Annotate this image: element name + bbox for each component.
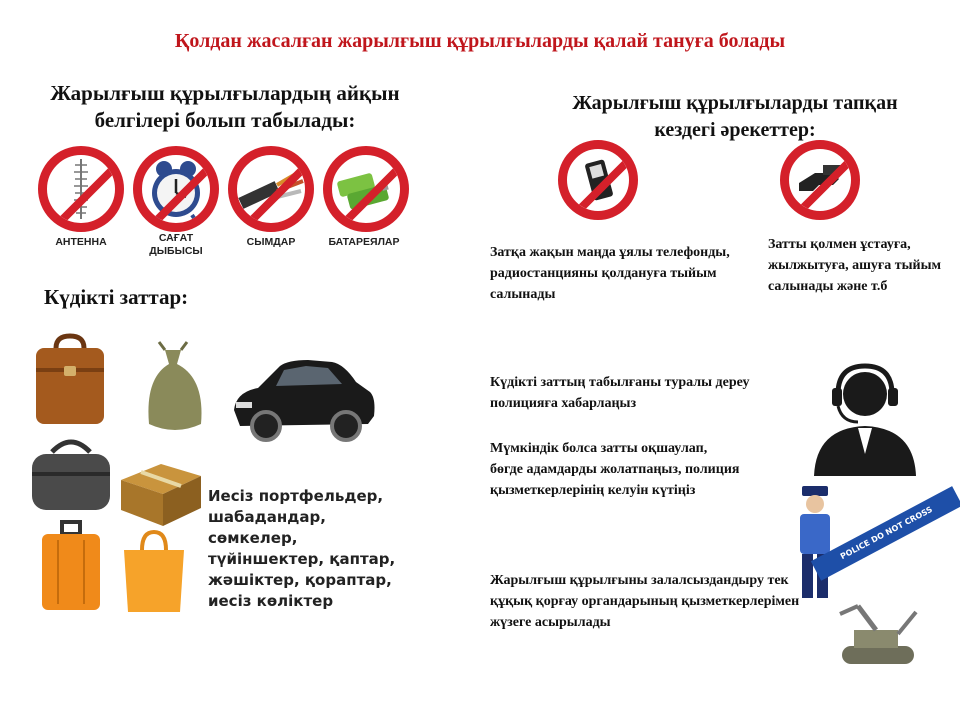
clock-icon xyxy=(142,155,210,223)
action-neutralize: Жарылғыш құрылғыны залалсыздандыру тек құқық қорғау органдарының қызметкерлерімен жүзеге асырылады xyxy=(490,573,800,630)
action-isolate: Мүмкіндік болса затты оқшаулап, бөгде адамдарды жолатпаңыз, полиция қызметкерлерінің келуін күтіңіз xyxy=(490,441,740,498)
antenna-sign xyxy=(38,146,124,232)
briefcase-icon xyxy=(30,330,110,430)
police-tape-text: POLICE DO NOT CROSS xyxy=(838,504,934,562)
action-report-police: Күдікті заттың табылғаны туралы дереу полицияға хабарлаңыз xyxy=(490,375,750,411)
wires-sign xyxy=(228,146,314,232)
actions-heading: Жарылғыш құрылғыларды тапқан кездегі әрекеттер: xyxy=(572,92,898,141)
clock-sign xyxy=(133,146,219,232)
sign-label-clock: САҒАТ ДЫБЫСЫ xyxy=(149,232,203,257)
no-touch-sign xyxy=(780,140,860,220)
shopping-bag-icon xyxy=(116,526,192,616)
hand-icon xyxy=(789,149,851,211)
suitcase-icon xyxy=(36,520,106,616)
suspicious-items-text: Иесіз портфельдер, шабадандар, сөмкелер, түйіншектер, қаптар, жәшіктер, қораптар, иесіз көліктер xyxy=(208,487,396,610)
sign-label-wires: СЫМДАР xyxy=(246,236,296,248)
mobile-phone-icon xyxy=(567,149,629,211)
battery-sign xyxy=(323,146,409,232)
duffel-bag-icon xyxy=(28,432,114,516)
no-phone-sign xyxy=(558,140,638,220)
operator-headset-icon xyxy=(808,356,922,476)
sack-icon xyxy=(135,338,215,438)
sign-label-antenna: АНТЕННА xyxy=(55,236,107,248)
page-title: Қолдан жасалған жарылғыш құрылғыларды қалай тануға болады xyxy=(174,30,786,52)
police-officer-icon xyxy=(790,482,840,602)
robot-icon xyxy=(832,594,928,670)
action-no-touch: Затты қолмен ұстауға, жылжытуға, ашуға тыйым салынады және т.б xyxy=(768,237,942,294)
action-no-phone: Затқа жақын маңда ұялы телефонды, радиостанцияны қолдануға тыйым салынады xyxy=(490,245,730,302)
box-icon xyxy=(115,458,205,528)
suspicious-heading: Күдікті заттар: xyxy=(44,285,189,309)
car-icon xyxy=(228,346,378,450)
antenna-icon xyxy=(47,155,115,223)
sign-label-battery: БАТАРЕЯЛАР xyxy=(328,236,400,248)
battery-icon xyxy=(332,155,400,223)
signs-heading: Жарылғыш құрылғылардың айқын белгілері болып табылады: xyxy=(50,81,400,132)
wires-icon xyxy=(237,155,305,223)
